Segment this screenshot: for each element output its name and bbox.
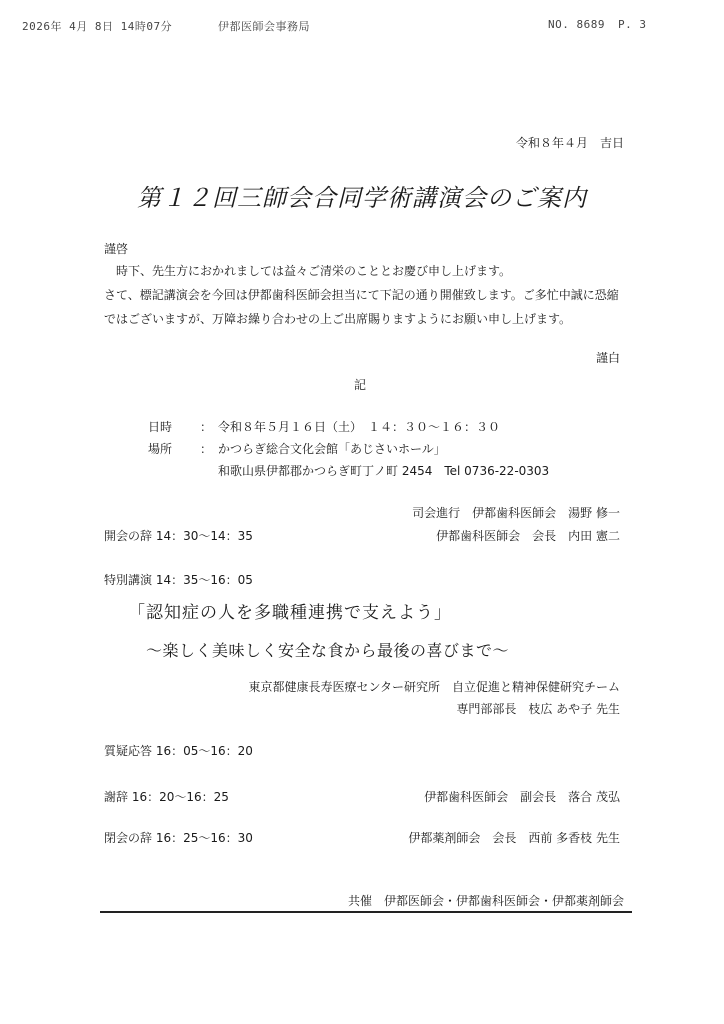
issue-date: 令和８年４月 吉日 [515, 136, 624, 150]
lecture-subtitle: 〜楽しく美味しく安全な食から最後の喜びまで〜 [146, 641, 510, 660]
thanks-speaker: 伊都歯科医師会 副会長 落合 茂弘 [424, 790, 620, 804]
place-address: 和歌山県伊都郡かつらぎ町丁ノ町 2454 Tel 0736-22-0303 [218, 464, 550, 478]
fax-number: NO. 8689 [548, 18, 605, 31]
lecturer-name: 専門部部長 枝広 あや子 先生 [456, 702, 620, 716]
moderator: 司会進行 伊都歯科医師会 湯野 修一 [412, 506, 620, 520]
greeting-close: 謹白 [595, 351, 620, 365]
greeting-open: 謹啓 [104, 242, 129, 256]
thanks-label: 謝辞 16：20〜16：25 [104, 790, 229, 804]
ki-heading: 記 [354, 378, 367, 392]
body-paragraph-1: 時下、先生方におかれましては益々ご清栄のこととお慶び申し上げます。 [104, 264, 512, 278]
lecturer-affiliation: 東京都健康長寿医療センター研究所 自立促進と精神保健研究チーム [248, 680, 620, 694]
lecture-title: 「認知症の人を多職種連携で支えよう」 [128, 603, 452, 623]
closing-label: 閉会の辞 16：25〜16：30 [104, 831, 253, 845]
fax-sender: 伊都医師会事務局 [218, 20, 310, 33]
qa-label: 質疑応答 16：05〜16：20 [104, 744, 253, 758]
body-paragraph-2: さて、標記講演会を今回は伊都歯科医師会担当にて下記の通り開催致します。ご多忙中誠に恐縮ではございますが、万障お繰り合わせの上ご出席賜りますようにお願い申し上げます。 [104, 288, 619, 326]
footer-rule [100, 911, 632, 913]
place-venue: かつらぎ総合文化会館「あじさいホール」 [218, 442, 446, 456]
body-text [104, 259, 624, 331]
place-label: 場所 [148, 442, 173, 456]
fax-page: P. 3 [618, 18, 647, 31]
document-title: 第１２回三師会合同学術講演会のご案内 [137, 184, 587, 212]
place-colon: ： [200, 442, 213, 456]
cohost-line: 共催 伊都医師会・伊都歯科医師会・伊都薬剤師会 [347, 894, 624, 908]
datetime-value: 令和８年５月１６日（土） １４：３０〜１６：３０ [218, 420, 501, 434]
closing-speaker: 伊都薬剤師会 会長 西前 多香枝 先生 [408, 831, 620, 845]
opening-speaker: 伊都歯科医師会 会長 内田 憲二 [436, 529, 620, 543]
fax-datetime: 2026年 4月 8日 14時07分 [22, 20, 173, 33]
opening-label: 開会の辞 14：30〜14：35 [104, 529, 253, 543]
special-lecture-label: 特別講演 14：35〜16：05 [104, 573, 253, 587]
datetime-label: 日時 [148, 420, 173, 434]
datetime-colon: ： [200, 420, 213, 434]
